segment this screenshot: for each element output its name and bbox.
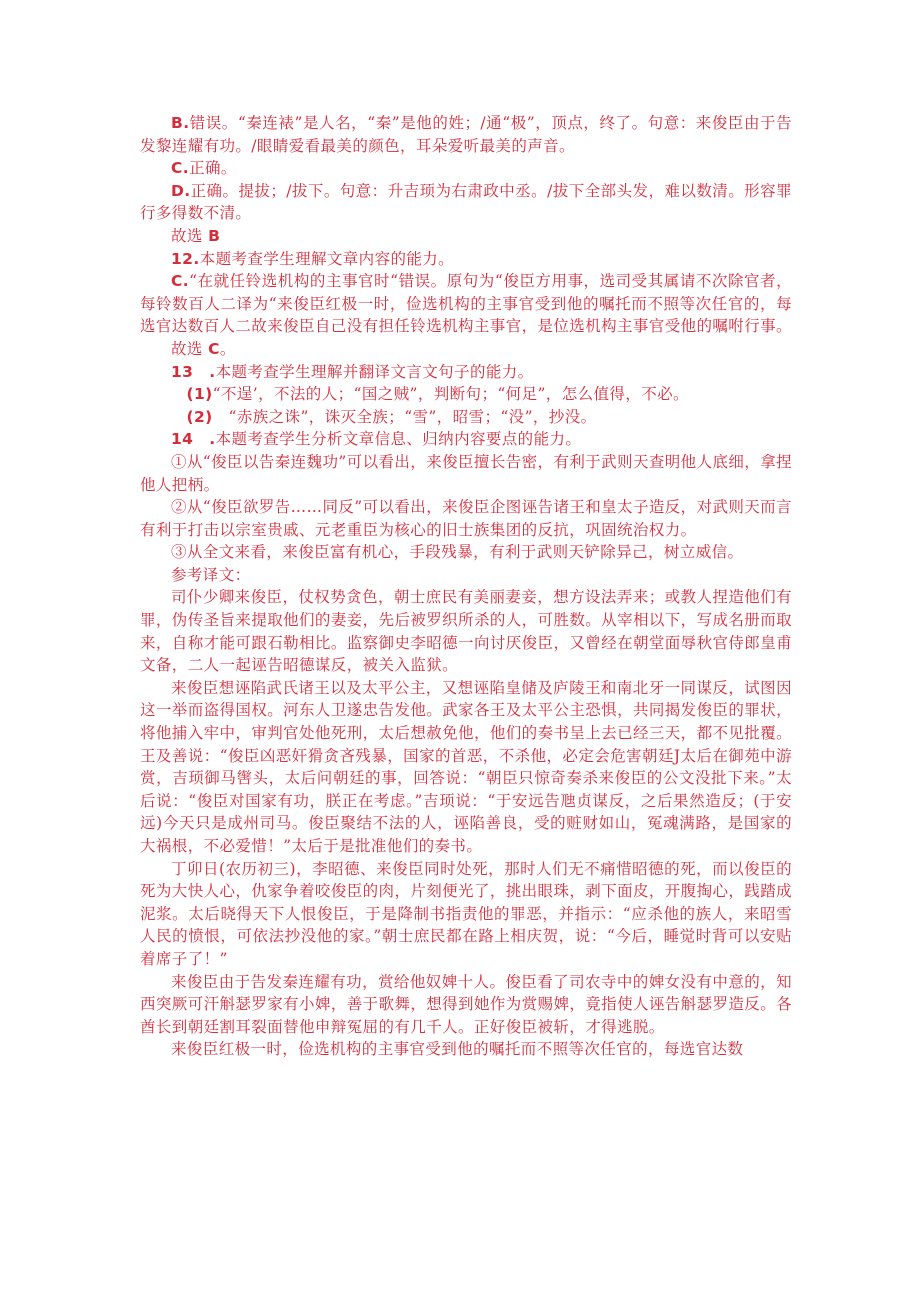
answer-line bbox=[140, 225, 792, 248]
subanswer-1 bbox=[140, 383, 792, 406]
question-number: 13 . bbox=[171, 362, 216, 381]
option-d-explanation bbox=[140, 180, 792, 225]
subanswer-label: (2) bbox=[186, 407, 213, 426]
option-c-explanation bbox=[140, 157, 792, 180]
explanation-text: 正确。提拔；/拔下。句意：升吉顼为右肃政中丞。/拔下全部头发，难以数清。形容罪行多得数不清。 bbox=[140, 181, 792, 223]
question-12-heading bbox=[140, 248, 792, 271]
answer-choice: B bbox=[208, 226, 221, 245]
translation-paragraph-5: 来俊臣红极一时，俭选机构的主事官受到他的嘱托而不照等次任官的，每选官达数 bbox=[171, 1040, 744, 1059]
option-label: B. bbox=[171, 114, 190, 132]
answer-prefix: 故选 bbox=[171, 226, 209, 245]
answer-suffix: 。 bbox=[219, 339, 236, 358]
option-label: D. bbox=[171, 181, 191, 200]
translation-paragraph-3: 丁卯日(农历初三)，李昭德、来俊臣同时处死，那时人们无不痛惜昭德的死，而以俊臣的死为大快人心，仇家争着咬俊臣的肉，片刻便光了，挑出眼珠，剥下面皮，开腹掏心，践踏成泥浆。太后晓得天下人恨俊臣，于是降制书指责他的罪恶，并指示：“应杀他的族人，来昭雪人民的愤恨，可依法抄没他的家。”朝士庶民都在路上相庆贺，说：“今后，睡觉时背可以安贴着席子了！” bbox=[140, 859, 792, 968]
answer-prefix: 故选 bbox=[171, 339, 209, 358]
answer-choice: C bbox=[208, 339, 220, 358]
question-number: 12. bbox=[171, 249, 200, 268]
point-1: ①从“俊臣以告秦连魏功”可以看出，来俊臣擅长告密，有利于武则天查明他人底细，拿捏他人把柄。 bbox=[140, 452, 792, 494]
option-label: C. bbox=[171, 272, 190, 291]
subanswer-label: (1) bbox=[186, 385, 213, 404]
translation-heading: 参考译文： bbox=[171, 565, 251, 584]
question-description: 本题考查学生理解文章内容的能力。 bbox=[199, 249, 455, 268]
option-b-explanation bbox=[140, 112, 792, 157]
point-3: ③从全文来看，来俊臣富有机心，手段残暴，有利于武则天铲除异己，树立威信。 bbox=[171, 543, 744, 562]
question-description: 本题考查学生理解并翻译文言文句子的能力。 bbox=[215, 362, 534, 381]
explanation-text: 错误。“秦连裱”是人名，“秦”是他的姓；/通“极”，顶点，终了。句意：来俊臣由于告发黎连耀有功。/眼睛爱看最美的颜色，耳朵爱听最美的声音。 bbox=[140, 114, 792, 155]
option-label: C. bbox=[171, 159, 190, 178]
subanswer-text: “不逞’，不法的人；“国之贼”，判断句；“何足”，怎么值得，不必。 bbox=[212, 385, 689, 404]
option-c-analysis bbox=[140, 270, 792, 338]
translation-paragraph-4: 来俊臣由于告发秦连耀有功，赏给他奴婢十人。俊臣看了司农寺中的婢女没有中意的，知西突厥可汗斛瑟罗家有小婢，善于歌舞，想得到她作为赏赐婢，竟指使人诬告斛瑟罗造反。各酋长到朝廷割耳裂面替他申辩冤屈的有几千人。正好俊臣被斩，才得逃脱。 bbox=[140, 972, 792, 1036]
question-number: 14 . bbox=[171, 430, 216, 449]
subanswer-2 bbox=[140, 406, 792, 429]
explanation-text: 正确。 bbox=[189, 159, 237, 178]
explanation-text: “在就任铃选机构的主事官时“错误。原句为“俊臣方用事，选司受其属请不次除官者，每铃数百人二译为“来俊臣红极一时，俭选机构的主事官受到他的嘱托而不照等次任官的，每选官达数百人二故来俊臣自己没有担任铃选机构主事官，是位选机构主事官受他的嘱咐行事。 bbox=[140, 272, 792, 336]
subanswer-text: “赤族之诛”，诛灭全族；“雪”，昭雪；“没”，抄没。 bbox=[212, 407, 597, 426]
translation-paragraph-1: 司仆少卿来俊臣，仗权势贪色，朝士庶民有美丽妻妾，想方设法弄来；或教人捏造他们有罪，伪传圣旨来提取他们的妻妾，先后被罗织所杀的人，可胜数。从宰相以下，写成名册而取来，自称才能可跟石勒相比。监察御史李昭德一向讨厌俊臣，又曾经在朝堂面辱秋官侍郎皇甫文备，二人一起诬告昭德谋反，被关入监狱。 bbox=[140, 588, 792, 675]
answer-line bbox=[140, 338, 792, 361]
question-13-heading bbox=[140, 361, 792, 384]
point-2: ②从“俊臣欲罗告……同反”可以看出，来俊臣企图诬告诸王和皇太子造反，对武则天而言有利于打击以宗室贵戚、元老重臣为核心的旧士族集团的反抗，巩固统治权力。 bbox=[140, 498, 792, 539]
translation-paragraph-2: 来俊臣想诬陷武氏诸王以及太平公主，又想诬陷皇储及庐陵王和南北牙一同谋反，试图因这一举而盗得国权。河东人卫遂忠告发他。武家各王及太平公主恐惧，共同揭发俊臣的罪状，将他捕入牢中，审判官处他死刑，太后想赦免他，他们的奏书呈上去已经三天，都不见批覆。王及善说：“俊臣凶恶奸猾贪吝残暴，国家的首恶，不杀他，必定会危害朝廷J太后在御苑中游赏，吉顼御马辔头，太后问朝廷的事，回答说：“朝臣只惊奇奏杀来俊臣的公文没批下来。”太后说：“俊臣对国家有功，朕正在考虑。”吉顼说：“于安远告虺贞谋反，之后果然造反；(于安远)今天只是成州司马。俊臣聚结不法的人，诬陷善良，受的赃财如山，冤魂满路，是国家的大祸根，不必爱惜！”太后于是批准他们的奏书。 bbox=[140, 678, 792, 855]
question-description: 本题考查学生分析文章信息、归纳内容要点的能力。 bbox=[215, 430, 582, 449]
answer-explanation bbox=[140, 112, 792, 1061]
question-14-heading bbox=[140, 428, 792, 451]
